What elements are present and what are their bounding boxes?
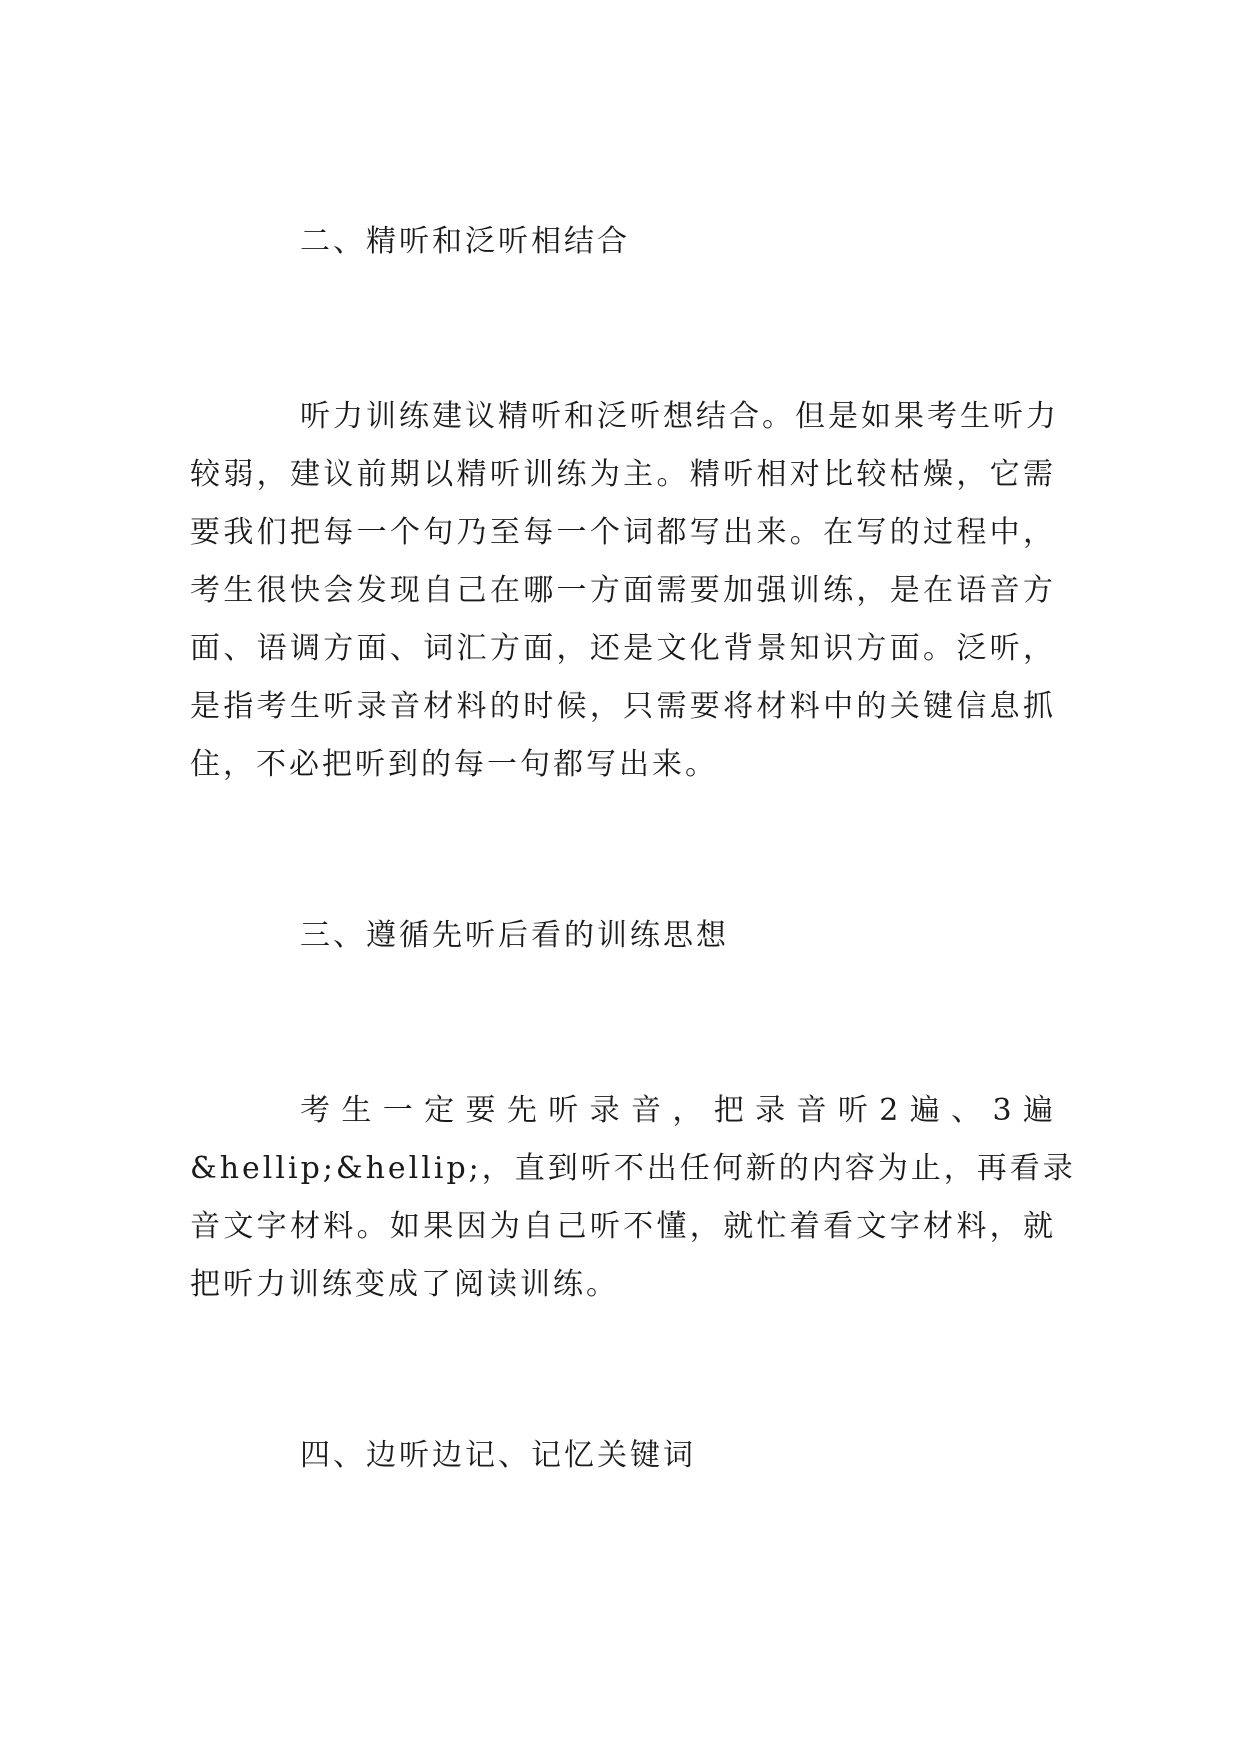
paragraph-line: 音文字材料。如果因为自己听不懂，就忙着看文字材料，就: [190, 1209, 1056, 1244]
section-paragraph-2: [190, 388, 1059, 794]
section-heading-4: 四、边听边记、记忆关键词: [300, 1438, 696, 1473]
paragraph-line: 考生很快会发现自己在哪一方面需要加强训练，是在语音方: [190, 573, 1056, 608]
section-paragraph-3: [190, 1082, 1076, 1314]
paragraph-line: 较弱，建议前期以精听训练为主。精听相对比较枯燥，它需: [190, 457, 1056, 492]
paragraph-line: 是指考生听录音材料的时候，只需要将材料中的关键信息抓: [190, 689, 1056, 724]
paragraph-line: 要我们把每一个句乃至每一个词都写出来。在写的过程中，: [190, 515, 1056, 550]
paragraph-line: 面、语调方面、词汇方面，还是文化背景知识方面。泛听，: [190, 631, 1056, 666]
section-heading-2: 二、精听和泛听相结合: [300, 224, 630, 259]
paragraph-line: 听力训练建议精听和泛听想结合。但是如果考生听力: [300, 399, 1059, 434]
paragraph-line: 考生一定要先听录音，把录音听2遍、3遍: [300, 1093, 1056, 1128]
paragraph-line: 住，不必把听到的每一句都写出来。: [190, 747, 718, 782]
section-heading-3: 三、遵循先听后看的训练思想: [300, 918, 729, 953]
paragraph-line: &hellip;&hellip;，直到听不出任何新的内容为止，再看录: [190, 1151, 1076, 1186]
paragraph-line: 把听力训练变成了阅读训练。: [190, 1267, 619, 1302]
